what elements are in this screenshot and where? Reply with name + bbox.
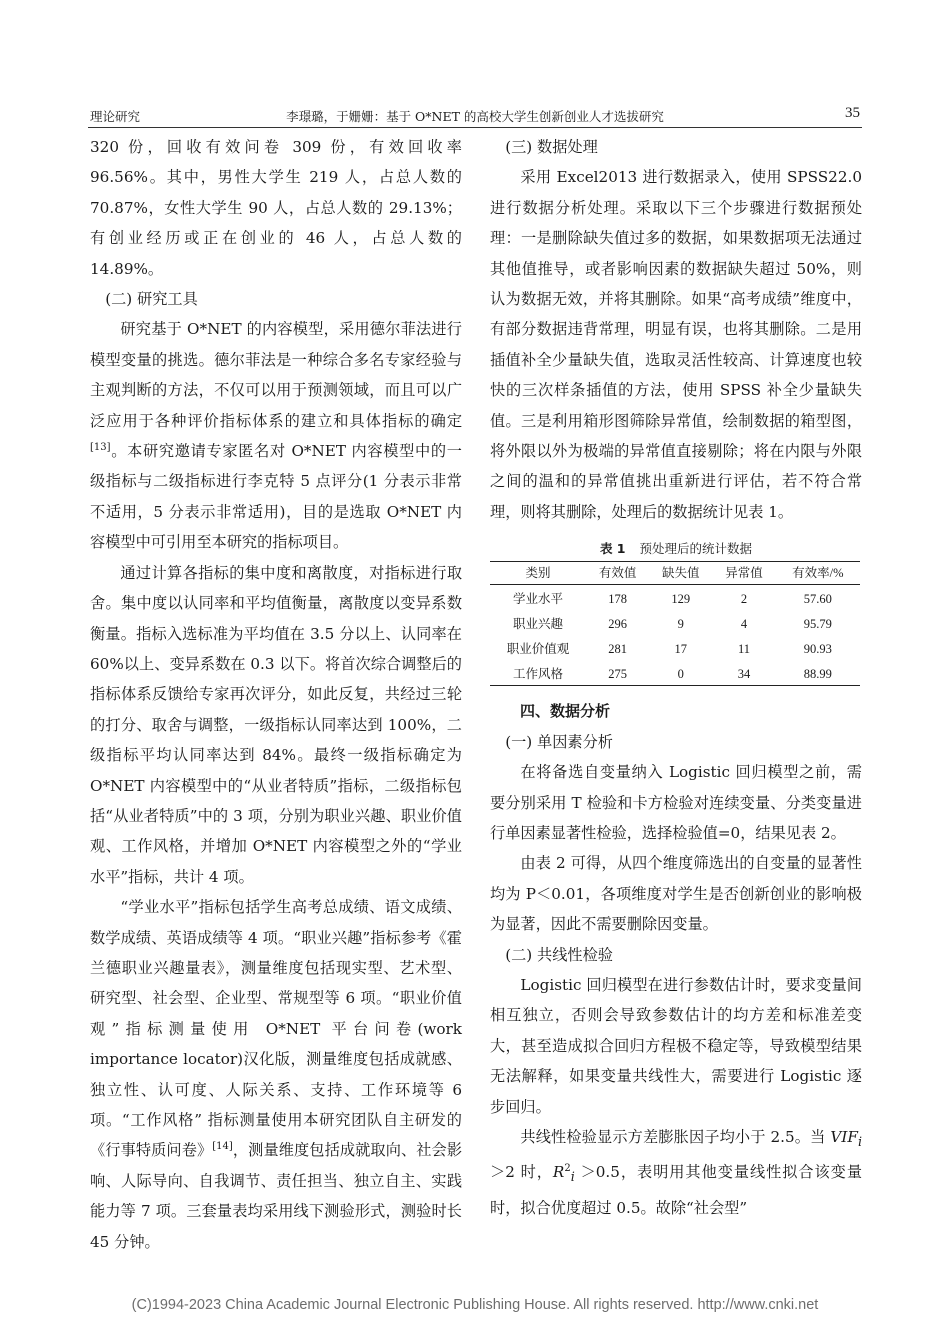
table-row (490, 585, 860, 611)
cell: 11 (737, 642, 751, 657)
table-1 (490, 539, 862, 686)
left-column (90, 132, 462, 1257)
subheading-research-tools: (二) 研究工具 (105, 290, 198, 309)
cell: 0 (677, 667, 684, 682)
vif-symbol: VIF (830, 1127, 858, 1146)
cell: 职业价值观 (506, 642, 570, 657)
page-number: 35 (845, 105, 860, 121)
cell: 9 (677, 617, 684, 632)
col-header-category: 类别 (525, 566, 551, 581)
citation-13[interactable]: [13] (90, 442, 111, 453)
cell: 95.79 (803, 617, 832, 632)
cell: 178 (608, 592, 627, 607)
table-row (490, 635, 860, 660)
cell: 4 (740, 617, 748, 632)
paragraph-data-preprocessing: 采用 Excel2013 进行数据录入，使用 SPSS22.0 进行数据分析处理。采取以下三个步骤进行数据预处理：一是删除缺失值过多的数据，如果数据项无法通过其他值推导，或者影响因素的数据缺失超过 50%，则认为数据无效，并将其删除。如果“高考成绩”维度中，有部分数据违背常理，明显有误，也将其删除。二是用插值补全少量缺失值，选取灵活性较高、计算速度也较快的三次样条插值的方法，使用 SPSS 补全少量缺失值。三是利用箱形图筛除异常值，绘制数据的箱型图，将外限以外为极端的异常值直接剔除；将在内限与外限之间的温和的异常值挑出重新进行评估，若不符合常理，则将其删除，处理后的数据统计见表 1。 (490, 168, 862, 521)
cell: 17 (674, 642, 688, 657)
preprocessed-stats-table (490, 561, 860, 686)
cell: 281 (608, 642, 627, 657)
col-header-outlier: 异常值 (725, 566, 763, 581)
cell: 57.60 (803, 592, 832, 607)
citation-14[interactable]: [14] (212, 1141, 233, 1153)
running-header (88, 103, 862, 128)
cell: 34 (737, 667, 751, 682)
cell: 296 (608, 617, 627, 632)
col-header-valid: 有效值 (598, 566, 637, 581)
paragraph-vif-result: 共线性检验显示方差膨胀因子均小于 2.5。当 $VIF_i>2$ 时，$R^2_i >0.5$，表明用其他变量线性拟合该变量时，拟合优度超过 0.5。故除“社会型” (490, 1127, 863, 1217)
header-section-label: 理论研究 (90, 109, 141, 124)
section-heading-data-analysis: 四、数据分析 (520, 702, 611, 721)
table-row (490, 610, 860, 635)
paragraph-delphi-method: 研究基于 O*NET 的内容模型，采用德尔菲法进行模型变量的挑选。德尔菲法是一种综合多名专家经验与主观判断的方法，不仅可以用于预测领域，而且可以广泛应用于各种评价指标体系的建立和具体指标的确定[13]。本研究邀请专家匿名对 O*NET 内容模型中的一级指标与二级指标进行李克特 5 点评分(1 分表示非常不适用，5 分表示非常适用)，目的是选取 O*NET 内容模型中可引用至本研究的指标项目。 (90, 320, 462, 552)
subheading-collinearity-test: (二) 共线性检验 (505, 945, 613, 964)
copyright-footer: (C)1994-2023 China Academic Journal Electronic Publishing House. All rights reserved. http://www.cnki.net (131, 1297, 819, 1313)
r-squared-symbol: R (552, 1163, 565, 1182)
cell: 90.93 (803, 642, 832, 657)
cell: 工作风格 (512, 667, 563, 682)
cell: 2 (740, 592, 748, 607)
paragraph-indicator-selection: 通过计算各指标的集中度和离散度，对指标进行取舍。集中度以认同率和平均值衡量，离散度以变异系数衡量。指标入选标准为平均值在 3.5 分以上、认同率在 60%以上、变异系数在 0.3 以下。将首次综合调整后的指标体系反馈给专家再次评分，如此反复，共经过三轮的打分、取舍与调整，一级指标认同率达到 100%，二级指标平均认同率达到 84%。最终一级指标确定为 O*NET 内容模型中的“从业者特质”指标，二级指标包括“从业者特质”中的 3 项，分别为职业兴趣、职业价值观、工作风格，并增加 O*NET 内容模型之外的“学业水平”指标，共计 4 项。 (90, 563, 462, 886)
table-header-row (490, 562, 860, 585)
right-column (490, 132, 862, 1223)
cell: 88.99 (803, 667, 832, 682)
header-article-title: 李璟璐，于姗姗：基于 O*NET 的高校大学生创新创业人才选拔研究 (286, 109, 664, 124)
table-caption (490, 539, 862, 559)
cell: 职业兴趣 (512, 617, 563, 632)
paragraph-univariate-result: 由表 2 可得，从四个维度筛选出的自变量的显著性均为 P＜0.01，各项维度对学生是否创新创业的影响极为显著，因此不需要删除因变量。 (490, 854, 862, 934)
subheading-data-processing: (三) 数据处理 (505, 138, 598, 156)
subheading-univariate-analysis: (一) 单因素分析 (505, 732, 613, 751)
paragraph-measurement-scales: “学业水平”指标包括学生高考总成绩、语文成绩、数学成绩、英语成绩等 4 项。“职业兴趣”指标参考《霍兰德职业兴趣量表》，测量维度包括现实型、艺术型、研究型、社会型、企业型、常规型等 6 项。“职业价值观”指标测量使用 O*NET 平台问卷(work importance locator)汉化版，测量维度包括成就感、独立性、认可度、人际关系、支持、工作环境等 6 项。“工作风格” 指标测量使用本研究团队自主研发的《行事特质问卷》[14]，测量维度包括成就取向、社会影响、人际导向、自我调节、责任担当、独立自主、实践能力等 7 项。三套量表均采用线下测验形式，测验时长 45 分钟。 (90, 898, 462, 1251)
table-title: 预处理后的统计数据 (639, 541, 753, 557)
paragraph-collinearity-intro: Logistic 回归模型在进行参数估计时，要求变量间相互独立，否则会导致参数估计的均方差和标准差变大，甚至造成拟合回归方程极不稳定等，导致模型结果无法解释，如果变量共线性大，需要进行 Logistic 逐步回归。 (490, 975, 862, 1116)
col-header-missing: 缺失值 (662, 566, 700, 581)
table-row (490, 660, 860, 686)
table-label: 表 1 (599, 541, 626, 557)
cell: 129 (671, 592, 691, 607)
col-header-valid-rate: 有效率/% (792, 566, 844, 581)
paragraph-univariate-method: 在将备选自变量纳入 Logistic 回归模型之前，需要分别采用 T 检验和卡方检验对连续变量、分类变量进行单因素显著性检验，选择检验值=0，结果见表 2。 (490, 763, 862, 842)
cell: 学业水平 (512, 592, 563, 607)
cell: 275 (608, 667, 627, 682)
paragraph-sample-stats: 320 份，回收有效问卷 309 份，有效回收率 96.56%。其中，男性大学生 219 人，占总人数的 70.87%，女性大学生 90 人，占总人数的 29.13%；有创业经历或正在创业的 46 人，占总人数的 14.89%。 (90, 138, 462, 278)
